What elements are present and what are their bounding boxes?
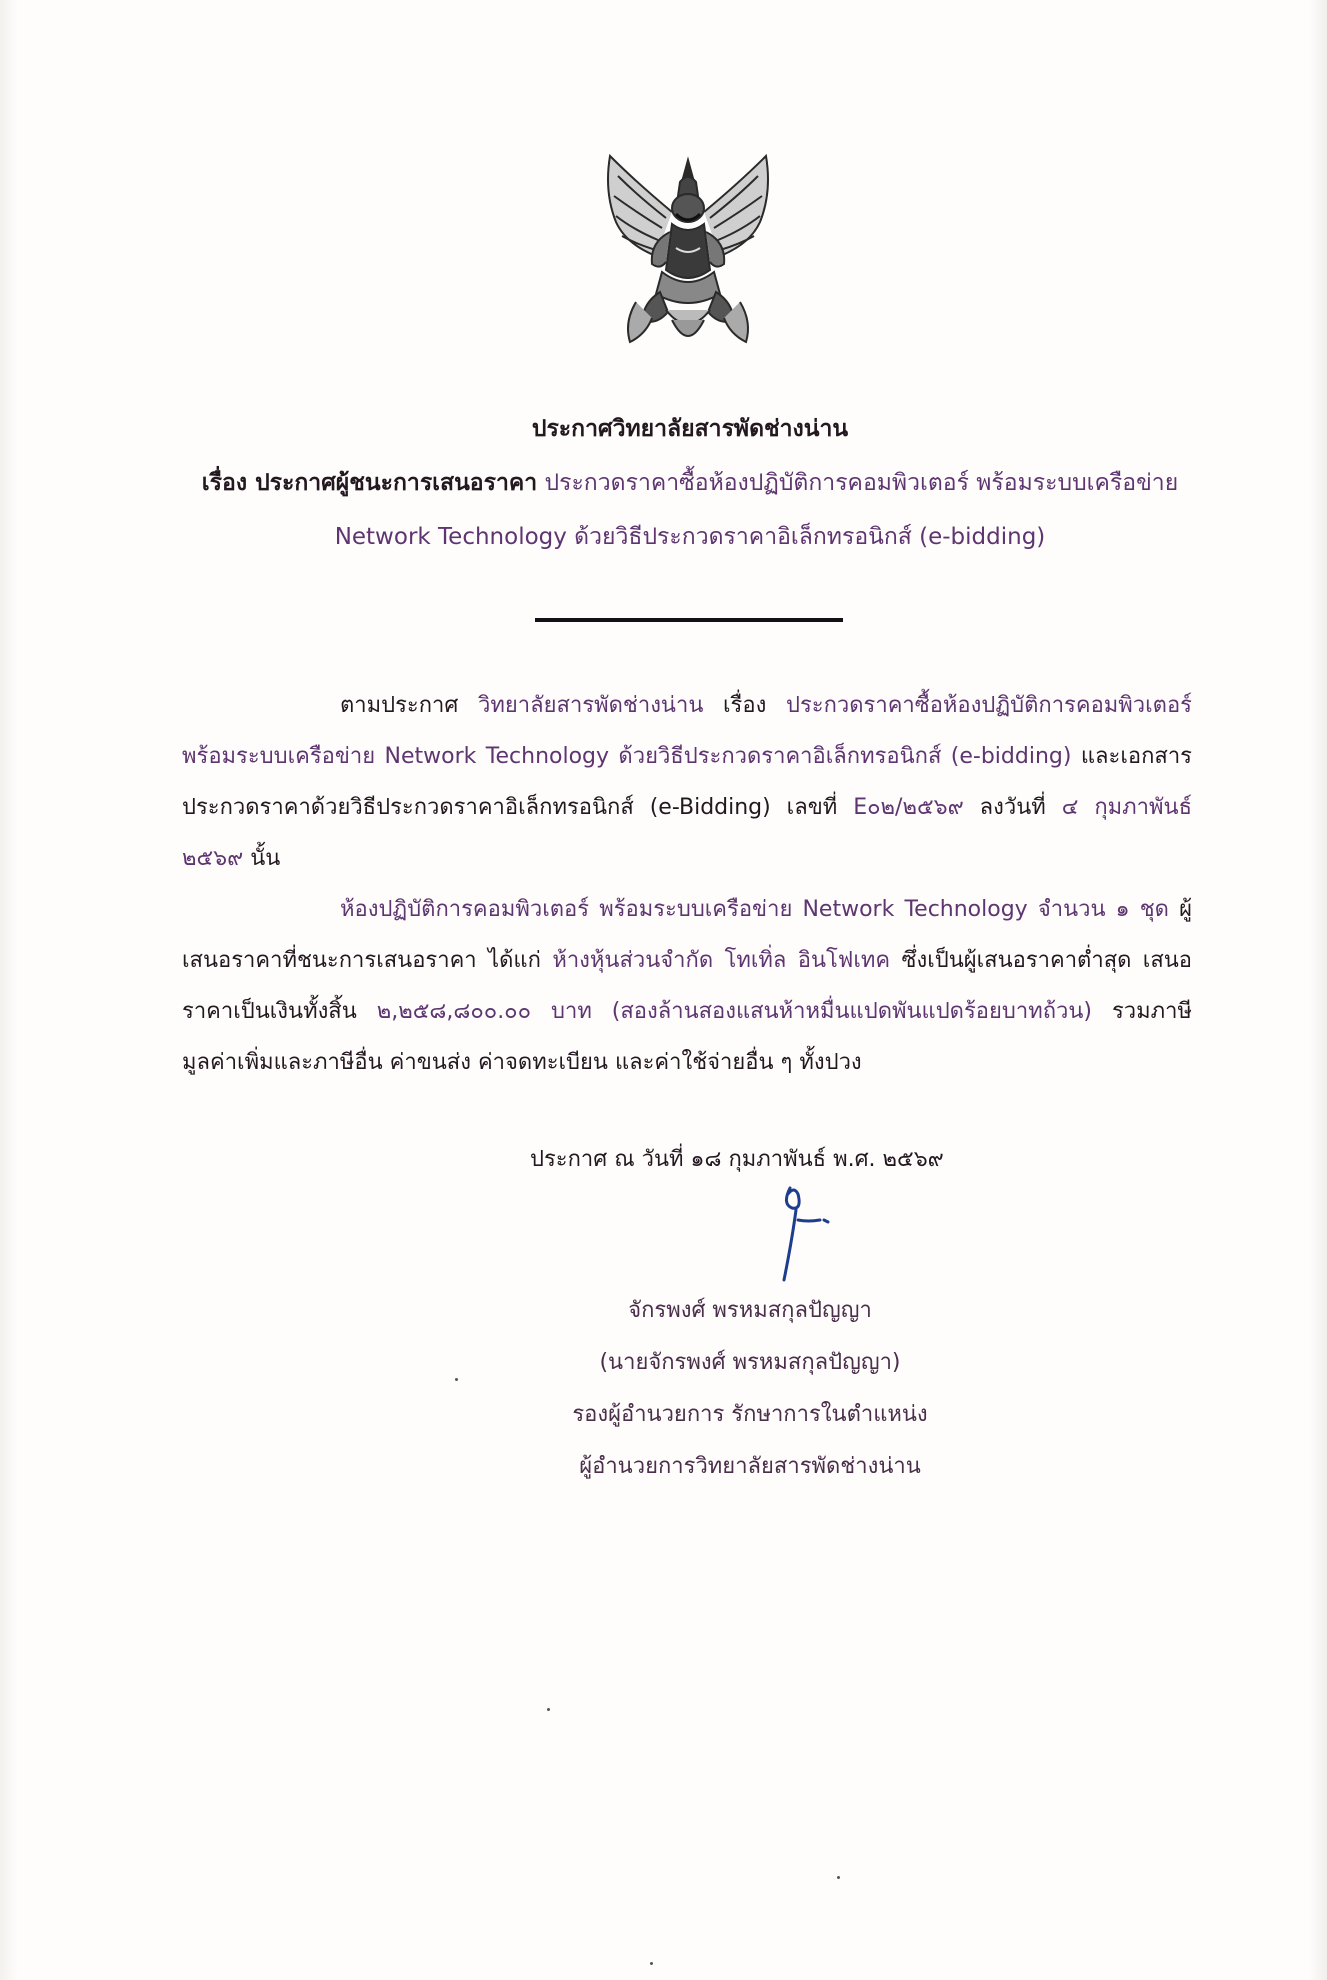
p1-document-date: ๔ กุมภาพันธ์ ๒๕๖๙	[182, 795, 1193, 871]
p1-text-i: นั้น	[250, 846, 281, 871]
title-line-2	[150, 456, 1230, 510]
title-line-3: Network Technology ด้วยวิธีประกวดราคาอิเล็กทรอนิกส์ (e-bidding)	[334, 524, 1046, 550]
title-line-1: ประกาศวิทยาลัยสารพัดช่างน่าน	[531, 416, 849, 442]
garuda-emblem-icon	[596, 152, 781, 357]
signer-block	[500, 1285, 1000, 1493]
p1-project-name: ประกวดราคาซื้อห้องปฏิบัติการคอมพิวเตอร์ พร้อมระบบเครือข่าย Network Technology ด้วยวิธีประกวดราคาอิเล็กทรอนิกส์ (e-bidding)	[182, 693, 1192, 769]
handwritten-signature	[762, 1180, 862, 1300]
p1-text-g: ลงวันที่	[979, 795, 1046, 820]
paper-speck	[837, 1876, 840, 1879]
title-divider	[535, 618, 843, 622]
signer-name: จักรพงศ์ พรหมสกุลปัญญา	[628, 1298, 872, 1323]
p1-college-name: วิทยาลัยสารพัดช่างน่าน	[478, 693, 704, 718]
closing-block	[500, 1134, 1000, 1186]
paragraph-2	[182, 884, 1192, 1088]
p2-amount: ๒,๒๕๘,๘๐๐.๐๐ บาท (สองล้านสองแสนห้าหมื่นแปดพันแปดร้อยบาทถ้วน)	[376, 999, 1092, 1024]
p1-text-a: ตามประกาศ	[340, 693, 459, 718]
title-subject-prefix: เรื่อง ประกาศผู้ชนะการเสนอราคา	[201, 470, 538, 496]
paper-speck	[547, 1708, 550, 1711]
announcement-body	[182, 680, 1192, 1088]
title-subject-text: ประกวดราคาซื้อห้องปฏิบัติการคอมพิวเตอร์ พร้อมระบบเครือข่าย	[544, 470, 1179, 496]
announce-date: ประกาศ ณ วันที่ ๑๘ กุมภาพันธ์ พ.ศ. ๒๕๖๙	[530, 1147, 944, 1172]
paper-speck	[455, 1378, 458, 1381]
p1-text-c: เรื่อง	[723, 693, 767, 718]
p2-text-d: ซึ่งเป็นผู้เสนอราคาต่ำสุด เสนอราคาเป็นเงินทั้งสิ้น	[182, 948, 1193, 1024]
p2-winner-name: ห้างหุ้นส่วนจำกัด โทเทิ่ล อินโฟเทค	[552, 948, 891, 973]
signer-position: รองผู้อำนวยการ รักษาการในตำแหน่ง	[572, 1402, 928, 1427]
signer-full-name: (นายจักรพงศ์ พรหมสกุลปัญญา)	[599, 1350, 901, 1375]
p1-text-e: และเอกสารประกวดราคาด้วยวิธีประกวดราคาอิเล็กทรอนิกส์ (e-Bidding) เลขที่	[182, 744, 1192, 820]
p1-document-number: E๐๒/๒๕๖๙	[853, 795, 964, 820]
paper-speck	[650, 1962, 653, 1965]
signer-title: ผู้อำนวยการวิทยาลัยสารพัดช่างน่าน	[579, 1454, 921, 1479]
p2-item: ห้องปฏิบัติการคอมพิวเตอร์ พร้อมระบบเครือข่าย Network Technology จำนวน ๑ ชุด	[340, 897, 1169, 922]
paragraph-1	[182, 680, 1192, 884]
p2-text-b: ผู้เสนอราคาที่ชนะการเสนอราคา ได้แก่	[182, 897, 1192, 973]
announcement-title	[150, 402, 1230, 564]
p2-text-f: รวมภาษีมูลค่าเพิ่มและภาษีอื่น ค่าขนส่ง ค่าจดทะเบียน และค่าใช้จ่ายอื่น ๆ ทั้งปวง	[182, 999, 1192, 1075]
